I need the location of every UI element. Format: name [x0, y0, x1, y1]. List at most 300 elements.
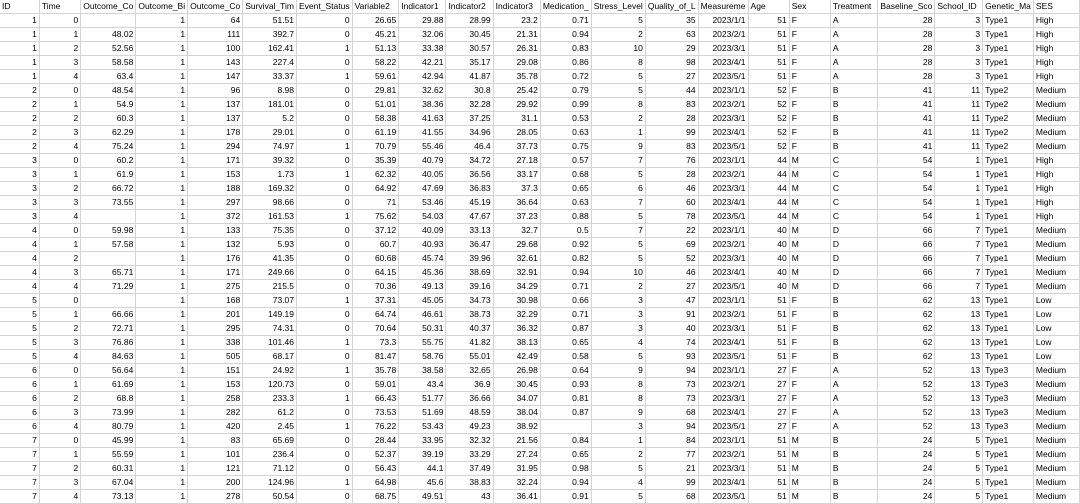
table-cell[interactable]: 5 — [935, 462, 983, 476]
table-cell[interactable]: Type1 — [983, 42, 1034, 56]
table-cell[interactable]: 45.19 — [446, 196, 493, 210]
table-cell[interactable]: F — [789, 308, 830, 322]
table-cell[interactable]: 28.44 — [352, 434, 399, 448]
table-cell[interactable]: High — [1033, 42, 1079, 56]
table-cell[interactable]: 61.19 — [352, 126, 399, 140]
table-cell[interactable]: 55.46 — [399, 140, 446, 154]
table-cell[interactable]: 3 — [39, 336, 80, 350]
table-cell[interactable]: 8 — [591, 392, 645, 406]
table-cell[interactable]: Type3 — [983, 406, 1034, 420]
table-cell[interactable]: 34.07 — [493, 392, 540, 406]
table-cell[interactable]: F — [789, 364, 830, 378]
table-cell[interactable]: 1 — [297, 140, 353, 154]
table-cell[interactable]: F — [789, 28, 830, 42]
table-cell[interactable]: 54 — [878, 168, 935, 182]
table-cell[interactable]: 7 — [0, 448, 39, 462]
table-cell[interactable]: 6 — [591, 182, 645, 196]
table-cell[interactable]: 27 — [645, 70, 698, 84]
table-cell[interactable]: 3 — [591, 322, 645, 336]
table-cell[interactable]: 1 — [591, 434, 645, 448]
table-cell[interactable]: 27 — [748, 378, 789, 392]
table-cell[interactable]: Low — [1033, 336, 1079, 350]
table-cell[interactable]: 37.12 — [352, 224, 399, 238]
table-cell[interactable]: 52 — [878, 378, 935, 392]
table-cell[interactable]: 0.5 — [540, 224, 591, 238]
table-cell[interactable]: 7 — [0, 462, 39, 476]
table-cell[interactable]: 137 — [188, 98, 243, 112]
table-cell[interactable]: 1 — [39, 308, 80, 322]
table-cell[interactable]: 40 — [748, 252, 789, 266]
table-cell[interactable]: 71 — [352, 196, 399, 210]
table-cell[interactable]: 52 — [645, 252, 698, 266]
table-cell[interactable]: 81.47 — [352, 350, 399, 364]
table-cell[interactable]: High — [1033, 28, 1079, 42]
table-cell[interactable]: 32.06 — [399, 28, 446, 42]
table-cell[interactable]: 278 — [188, 490, 243, 504]
table-cell[interactable]: 1 — [136, 182, 188, 196]
table-cell[interactable]: 35.78 — [352, 364, 399, 378]
table-cell[interactable]: Type1 — [983, 350, 1034, 364]
table-cell[interactable]: 62.32 — [352, 168, 399, 182]
table-cell[interactable]: 1 — [39, 238, 80, 252]
table-cell[interactable]: 47 — [645, 294, 698, 308]
table-cell[interactable]: 76.22 — [352, 420, 399, 434]
table-cell[interactable]: Type1 — [983, 448, 1034, 462]
table-cell[interactable]: 133 — [188, 224, 243, 238]
table-cell[interactable]: 0.81 — [540, 392, 591, 406]
table-cell[interactable]: 2023/4/1 — [698, 336, 748, 350]
table-cell[interactable]: 1 — [136, 490, 188, 504]
table-cell[interactable]: Low — [1033, 350, 1079, 364]
table-cell[interactable]: Low — [1033, 322, 1079, 336]
table-cell[interactable]: 2023/4/1 — [698, 266, 748, 280]
table-cell[interactable]: 0 — [297, 490, 353, 504]
table-cell[interactable]: 0.58 — [540, 350, 591, 364]
table-cell[interactable]: 2 — [39, 252, 80, 266]
table-cell[interactable]: 73 — [645, 392, 698, 406]
table-cell[interactable]: 60 — [645, 196, 698, 210]
table-cell[interactable]: 151 — [188, 364, 243, 378]
table-cell[interactable]: Type2 — [983, 140, 1034, 154]
table-cell[interactable]: Type2 — [983, 112, 1034, 126]
table-cell[interactable]: 171 — [188, 154, 243, 168]
table-cell[interactable]: 10 — [591, 266, 645, 280]
table-cell[interactable]: 71.12 — [243, 462, 297, 476]
table-cell[interactable]: 2023/4/1 — [698, 126, 748, 140]
table-cell[interactable]: 0.86 — [540, 56, 591, 70]
table-cell[interactable]: 31.1 — [493, 112, 540, 126]
table-cell[interactable]: 40 — [748, 280, 789, 294]
table-cell[interactable]: Type1 — [983, 294, 1034, 308]
table-cell[interactable]: 2023/4/1 — [698, 56, 748, 70]
table-cell[interactable]: 40.79 — [399, 154, 446, 168]
table-cell[interactable]: 27 — [645, 280, 698, 294]
table-cell[interactable]: 59.98 — [81, 224, 136, 238]
table-cell[interactable]: B — [830, 112, 878, 126]
table-cell[interactable]: 28 — [645, 112, 698, 126]
table-cell[interactable]: 52 — [748, 112, 789, 126]
table-cell[interactable]: F — [789, 42, 830, 56]
table-cell[interactable]: 51 — [748, 56, 789, 70]
table-cell[interactable]: 4 — [39, 350, 80, 364]
table-cell[interactable]: 99 — [645, 126, 698, 140]
table-cell[interactable]: 72.71 — [81, 322, 136, 336]
table-cell[interactable]: 2023/1/1 — [698, 364, 748, 378]
header-cell[interactable]: SES — [1033, 0, 1079, 14]
table-cell[interactable]: 0 — [297, 196, 353, 210]
table-cell[interactable]: 0.75 — [540, 140, 591, 154]
table-cell[interactable]: 4 — [39, 70, 80, 84]
table-cell[interactable]: 68 — [645, 406, 698, 420]
table-cell[interactable]: 4 — [0, 238, 39, 252]
table-cell[interactable]: 0.66 — [540, 294, 591, 308]
table-cell[interactable]: 0 — [297, 378, 353, 392]
table-cell[interactable]: 2023/2/1 — [698, 308, 748, 322]
table-cell[interactable]: 0 — [39, 364, 80, 378]
table-cell[interactable]: 52 — [748, 98, 789, 112]
table-cell[interactable]: 0.68 — [540, 168, 591, 182]
table-cell[interactable]: 66 — [878, 266, 935, 280]
table-cell[interactable]: 143 — [188, 56, 243, 70]
table-cell[interactable]: Type2 — [983, 84, 1034, 98]
table-cell[interactable]: 51.69 — [399, 406, 446, 420]
table-cell[interactable]: 3 — [0, 196, 39, 210]
table-cell[interactable]: 33.13 — [446, 224, 493, 238]
table-cell[interactable]: 2023/5/1 — [698, 140, 748, 154]
table-cell[interactable]: 7 — [935, 238, 983, 252]
table-cell[interactable]: Type2 — [983, 98, 1034, 112]
table-cell[interactable]: 5 — [591, 252, 645, 266]
table-cell[interactable]: 4 — [39, 140, 80, 154]
table-cell[interactable]: 83 — [645, 140, 698, 154]
table-cell[interactable]: 153 — [188, 378, 243, 392]
table-cell[interactable]: 36.47 — [446, 238, 493, 252]
table-cell[interactable]: 1 — [39, 98, 80, 112]
table-cell[interactable]: 2023/2/1 — [698, 378, 748, 392]
table-cell[interactable]: 1 — [136, 294, 188, 308]
table-cell[interactable]: 73.07 — [243, 294, 297, 308]
table-cell[interactable]: 100 — [188, 42, 243, 56]
table-cell[interactable]: 36.41 — [493, 490, 540, 504]
table-cell[interactable]: 39.16 — [446, 280, 493, 294]
table-cell[interactable]: 1 — [136, 154, 188, 168]
table-cell[interactable]: High — [1033, 70, 1079, 84]
table-cell[interactable]: 48.59 — [446, 406, 493, 420]
header-cell[interactable]: Baseline_Sco — [878, 0, 935, 14]
table-cell[interactable]: 34.73 — [446, 294, 493, 308]
table-cell[interactable]: 59.01 — [352, 378, 399, 392]
table-cell[interactable]: 2023/3/1 — [698, 42, 748, 56]
table-cell[interactable]: 51 — [748, 350, 789, 364]
table-cell[interactable]: 2023/1/1 — [698, 84, 748, 98]
table-cell[interactable]: 58.22 — [352, 56, 399, 70]
table-cell[interactable]: 66 — [878, 280, 935, 294]
table-cell[interactable]: F — [789, 140, 830, 154]
table-cell[interactable]: 2023/5/1 — [698, 70, 748, 84]
table-cell[interactable]: 41 — [878, 112, 935, 126]
table-cell[interactable]: 83 — [188, 434, 243, 448]
table-cell[interactable]: C — [830, 154, 878, 168]
table-cell[interactable]: 5 — [591, 168, 645, 182]
table-cell[interactable]: 13 — [935, 392, 983, 406]
table-cell[interactable]: 62 — [878, 294, 935, 308]
table-cell[interactable]: F — [789, 70, 830, 84]
table-cell[interactable]: Type3 — [983, 392, 1034, 406]
table-cell[interactable]: Medium — [1033, 98, 1079, 112]
table-cell[interactable]: M — [789, 280, 830, 294]
table-cell[interactable]: 2023/1/1 — [698, 14, 748, 28]
table-cell[interactable]: 13 — [935, 406, 983, 420]
table-cell[interactable]: Medium — [1033, 490, 1079, 504]
table-cell[interactable]: 58.76 — [399, 350, 446, 364]
table-cell[interactable]: 62 — [878, 308, 935, 322]
table-cell[interactable]: 73.13 — [81, 490, 136, 504]
table-cell[interactable]: 52 — [748, 126, 789, 140]
table-cell[interactable]: 1 — [136, 210, 188, 224]
table-cell[interactable]: 2023/4/1 — [698, 406, 748, 420]
table-cell[interactable]: 40 — [748, 266, 789, 280]
table-cell[interactable]: Type1 — [983, 476, 1034, 490]
table-cell[interactable]: Medium — [1033, 392, 1079, 406]
header-cell[interactable]: Quality_of_L — [645, 0, 698, 14]
table-cell[interactable]: 38.92 — [493, 420, 540, 434]
table-cell[interactable]: 13 — [935, 350, 983, 364]
table-cell[interactable]: 147 — [188, 70, 243, 84]
table-cell[interactable]: 46 — [645, 182, 698, 196]
table-cell[interactable]: 29.92 — [493, 98, 540, 112]
table-cell[interactable]: 41 — [878, 126, 935, 140]
table-cell[interactable]: 0.72 — [540, 70, 591, 84]
table-cell[interactable]: 1 — [136, 84, 188, 98]
table-cell[interactable]: C — [830, 196, 878, 210]
table-cell[interactable]: 0.92 — [540, 238, 591, 252]
table-cell[interactable] — [81, 294, 136, 308]
table-cell[interactable]: Type3 — [983, 378, 1034, 392]
table-cell[interactable]: 1 — [136, 462, 188, 476]
table-cell[interactable]: 53.43 — [399, 420, 446, 434]
table-cell[interactable]: 7 — [935, 224, 983, 238]
table-cell[interactable]: 258 — [188, 392, 243, 406]
table-cell[interactable]: 67.04 — [81, 476, 136, 490]
table-cell[interactable]: 3 — [39, 196, 80, 210]
table-cell[interactable]: Type3 — [983, 420, 1034, 434]
table-cell[interactable]: 7 — [591, 224, 645, 238]
table-cell[interactable]: Type1 — [983, 28, 1034, 42]
table-cell[interactable]: 2023/2/1 — [698, 98, 748, 112]
table-cell[interactable]: 30.57 — [446, 42, 493, 56]
table-cell[interactable]: Type1 — [983, 266, 1034, 280]
table-cell[interactable]: B — [830, 308, 878, 322]
table-cell[interactable]: 51 — [748, 476, 789, 490]
table-cell[interactable]: 37.73 — [493, 140, 540, 154]
table-cell[interactable]: 3 — [39, 406, 80, 420]
table-cell[interactable]: 44 — [748, 210, 789, 224]
table-cell[interactable]: 50.31 — [399, 322, 446, 336]
table-cell[interactable]: M — [789, 224, 830, 238]
table-cell[interactable]: 52.37 — [352, 448, 399, 462]
header-cell[interactable]: Treatment — [830, 0, 878, 14]
table-cell[interactable]: 68 — [645, 490, 698, 504]
table-cell[interactable]: 2023/3/1 — [698, 462, 748, 476]
table-cell[interactable]: D — [830, 252, 878, 266]
table-cell[interactable]: B — [830, 476, 878, 490]
table-cell[interactable]: 30.45 — [446, 28, 493, 42]
table-cell[interactable]: 28 — [878, 14, 935, 28]
table-cell[interactable]: 22 — [645, 224, 698, 238]
header-cell[interactable]: Event_Status — [297, 0, 353, 14]
table-cell[interactable]: 78 — [645, 210, 698, 224]
table-cell[interactable]: Type1 — [983, 322, 1034, 336]
table-cell[interactable]: Medium — [1033, 476, 1079, 490]
table-cell[interactable]: 13 — [935, 308, 983, 322]
table-cell[interactable]: High — [1033, 168, 1079, 182]
table-cell[interactable] — [540, 420, 591, 434]
table-cell[interactable]: 0.98 — [540, 462, 591, 476]
table-cell[interactable]: 149.19 — [243, 308, 297, 322]
table-cell[interactable]: 51.51 — [243, 14, 297, 28]
table-cell[interactable]: 71.29 — [81, 280, 136, 294]
table-cell[interactable]: 3 — [591, 308, 645, 322]
table-cell[interactable]: 96 — [188, 84, 243, 98]
table-cell[interactable]: 1 — [136, 126, 188, 140]
table-cell[interactable]: D — [830, 238, 878, 252]
table-cell[interactable]: 48.02 — [81, 28, 136, 42]
table-cell[interactable]: 1 — [136, 252, 188, 266]
table-cell[interactable]: 40 — [748, 224, 789, 238]
header-cell[interactable]: School_ID — [935, 0, 983, 14]
table-cell[interactable]: 36.66 — [446, 392, 493, 406]
table-cell[interactable]: 1 — [136, 224, 188, 238]
table-cell[interactable]: 62 — [878, 322, 935, 336]
table-cell[interactable]: 60.7 — [352, 238, 399, 252]
table-cell[interactable]: 0.57 — [540, 154, 591, 168]
table-cell[interactable]: 6 — [0, 378, 39, 392]
table-cell[interactable]: 56.64 — [81, 364, 136, 378]
table-cell[interactable]: 4 — [0, 266, 39, 280]
table-cell[interactable]: B — [830, 490, 878, 504]
table-cell[interactable]: 40.09 — [399, 224, 446, 238]
table-cell[interactable]: B — [830, 294, 878, 308]
table-cell[interactable]: Type1 — [983, 252, 1034, 266]
table-cell[interactable]: 74.31 — [243, 322, 297, 336]
table-cell[interactable]: 49.13 — [399, 280, 446, 294]
table-cell[interactable]: 29.01 — [243, 126, 297, 140]
table-cell[interactable]: 52 — [878, 406, 935, 420]
header-cell[interactable]: Time — [39, 0, 80, 14]
table-cell[interactable]: 0 — [297, 322, 353, 336]
table-cell[interactable]: 0 — [297, 98, 353, 112]
table-cell[interactable]: 4 — [591, 476, 645, 490]
table-cell[interactable]: 74.97 — [243, 140, 297, 154]
table-cell[interactable]: 36.9 — [446, 378, 493, 392]
table-cell[interactable]: 176 — [188, 252, 243, 266]
table-cell[interactable]: 1 — [297, 70, 353, 84]
table-cell[interactable]: 69 — [645, 238, 698, 252]
table-cell[interactable]: 70.36 — [352, 280, 399, 294]
table-cell[interactable]: 249.66 — [243, 266, 297, 280]
table-cell[interactable]: 28 — [878, 28, 935, 42]
table-cell[interactable]: 188 — [188, 182, 243, 196]
table-cell[interactable]: B — [830, 140, 878, 154]
table-cell[interactable]: 37.25 — [446, 112, 493, 126]
table-cell[interactable]: 1.73 — [243, 168, 297, 182]
header-cell[interactable]: Survival_Tim — [243, 0, 297, 14]
table-cell[interactable]: 75.24 — [81, 140, 136, 154]
table-cell[interactable]: 4 — [0, 224, 39, 238]
table-cell[interactable]: 42.49 — [493, 350, 540, 364]
table-cell[interactable]: 68.17 — [243, 350, 297, 364]
table-cell[interactable]: 11 — [935, 112, 983, 126]
table-cell[interactable]: 24 — [878, 476, 935, 490]
table-cell[interactable]: 26.31 — [493, 42, 540, 56]
table-cell[interactable]: 51.77 — [399, 392, 446, 406]
table-cell[interactable]: 64.15 — [352, 266, 399, 280]
table-cell[interactable]: 32.62 — [399, 84, 446, 98]
table-cell[interactable]: 215.5 — [243, 280, 297, 294]
table-cell[interactable]: F — [789, 98, 830, 112]
table-cell[interactable]: 51 — [748, 308, 789, 322]
table-cell[interactable]: 0.71 — [540, 14, 591, 28]
table-cell[interactable]: 46.4 — [446, 140, 493, 154]
table-cell[interactable]: A — [830, 406, 878, 420]
table-cell[interactable]: 27 — [748, 392, 789, 406]
table-cell[interactable]: 8 — [591, 378, 645, 392]
table-cell[interactable]: 68.75 — [352, 490, 399, 504]
table-cell[interactable]: M — [789, 196, 830, 210]
table-cell[interactable]: 1 — [136, 434, 188, 448]
table-cell[interactable]: Type1 — [983, 224, 1034, 238]
table-cell[interactable]: 37.3 — [493, 182, 540, 196]
table-cell[interactable]: 58.38 — [352, 112, 399, 126]
table-cell[interactable]: 1 — [136, 14, 188, 28]
table-cell[interactable]: 28 — [878, 42, 935, 56]
table-cell[interactable]: 83 — [645, 98, 698, 112]
table-cell[interactable]: 1 — [136, 28, 188, 42]
table-cell[interactable]: 0 — [39, 154, 80, 168]
table-cell[interactable]: Type1 — [983, 210, 1034, 224]
table-cell[interactable]: 7 — [935, 266, 983, 280]
table-cell[interactable]: 29.68 — [493, 238, 540, 252]
table-cell[interactable]: 1 — [297, 210, 353, 224]
table-cell[interactable]: 124.96 — [243, 476, 297, 490]
table-cell[interactable]: 1 — [591, 126, 645, 140]
table-cell[interactable]: 40.37 — [446, 322, 493, 336]
table-cell[interactable] — [81, 14, 136, 28]
table-cell[interactable]: Low — [1033, 308, 1079, 322]
table-cell[interactable]: 0.71 — [540, 308, 591, 322]
table-cell[interactable]: 5 — [591, 490, 645, 504]
table-cell[interactable]: 54 — [878, 210, 935, 224]
table-cell[interactable]: 5 — [591, 350, 645, 364]
table-cell[interactable]: 1 — [136, 350, 188, 364]
table-cell[interactable]: 30.8 — [446, 84, 493, 98]
table-cell[interactable]: 282 — [188, 406, 243, 420]
table-cell[interactable]: 37.23 — [493, 210, 540, 224]
table-cell[interactable]: 9 — [591, 406, 645, 420]
table-cell[interactable]: B — [830, 322, 878, 336]
table-cell[interactable]: 54 — [878, 196, 935, 210]
table-cell[interactable]: 38.69 — [446, 266, 493, 280]
table-cell[interactable]: Medium — [1033, 252, 1079, 266]
table-cell[interactable]: 7 — [935, 280, 983, 294]
table-cell[interactable]: M — [789, 182, 830, 196]
table-cell[interactable]: 28 — [878, 56, 935, 70]
table-cell[interactable]: 338 — [188, 336, 243, 350]
table-cell[interactable]: 41 — [878, 140, 935, 154]
table-cell[interactable]: 2 — [39, 322, 80, 336]
table-cell[interactable]: 0 — [297, 266, 353, 280]
table-cell[interactable]: 36.32 — [493, 322, 540, 336]
